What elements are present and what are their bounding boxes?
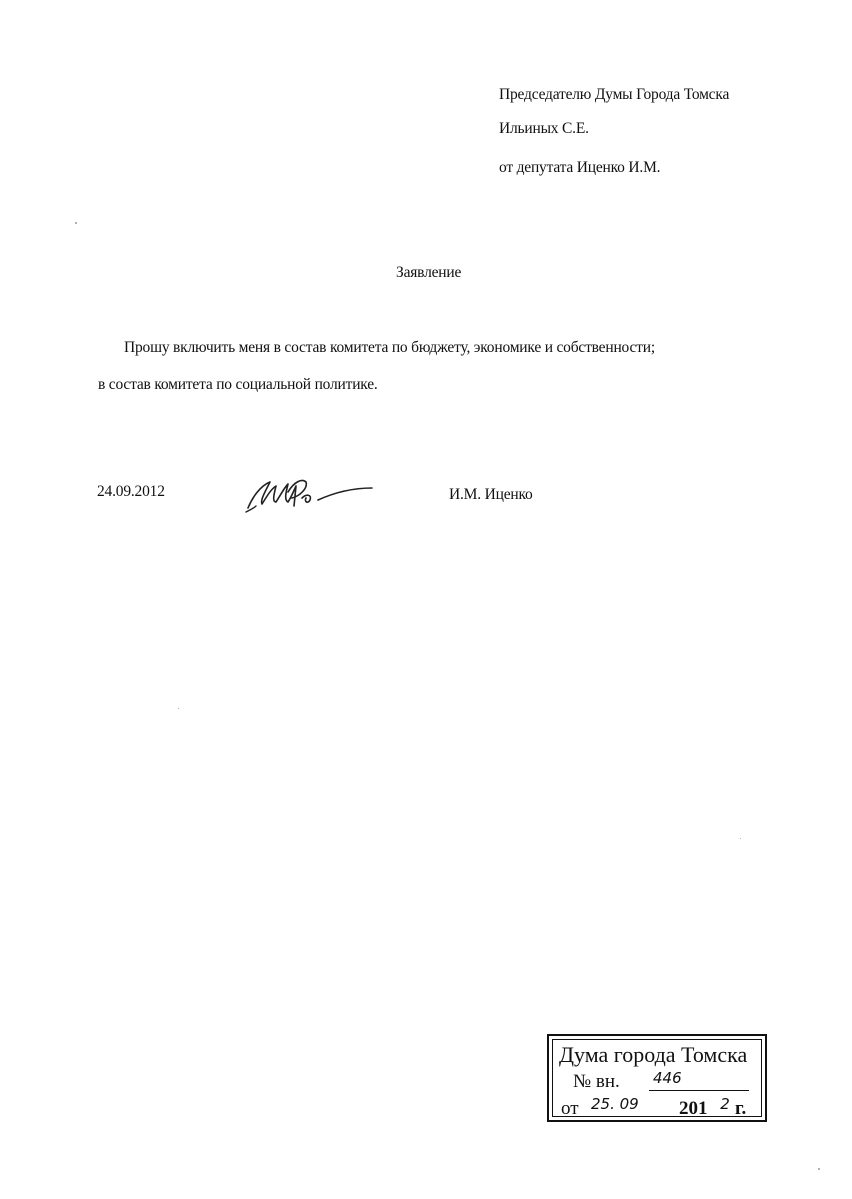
signer-name: И.М. Иценко bbox=[449, 486, 533, 503]
stamp-number-value: 446 bbox=[649, 1066, 749, 1091]
registration-stamp bbox=[547, 1034, 767, 1122]
scan-speck bbox=[740, 838, 741, 839]
stamp-title: Дума города Томска bbox=[559, 1042, 748, 1067]
sender-line: от депутата Иценко И.М. bbox=[499, 159, 661, 176]
scan-speck bbox=[75, 222, 77, 224]
stamp-from-label: от bbox=[561, 1098, 579, 1119]
handwritten-signature bbox=[240, 468, 380, 518]
addressee-name: Ильиных С.Е. bbox=[499, 120, 589, 137]
stamp-date-value: 25. 09 bbox=[587, 1092, 675, 1117]
body-paragraph-line-1: Прошу включить меня в состав комитета по бюджету, экономике и собственности; bbox=[124, 339, 655, 356]
stamp-number-label: № вн. bbox=[573, 1071, 620, 1092]
stamp-year-suffix: г. bbox=[735, 1098, 747, 1119]
body-paragraph-line-2: в состав комитета по социальной политике. bbox=[98, 376, 378, 393]
scan-speck bbox=[178, 708, 179, 709]
stamp-year-digit: 2 bbox=[717, 1092, 733, 1117]
addressee-title: Председателю Думы Города Томска bbox=[499, 86, 730, 103]
stamp-year-prefix: 201 bbox=[679, 1098, 708, 1119]
scan-speck bbox=[818, 1168, 820, 1170]
document-date: 24.09.2012 bbox=[97, 483, 165, 500]
document-title: Заявление bbox=[396, 264, 462, 281]
